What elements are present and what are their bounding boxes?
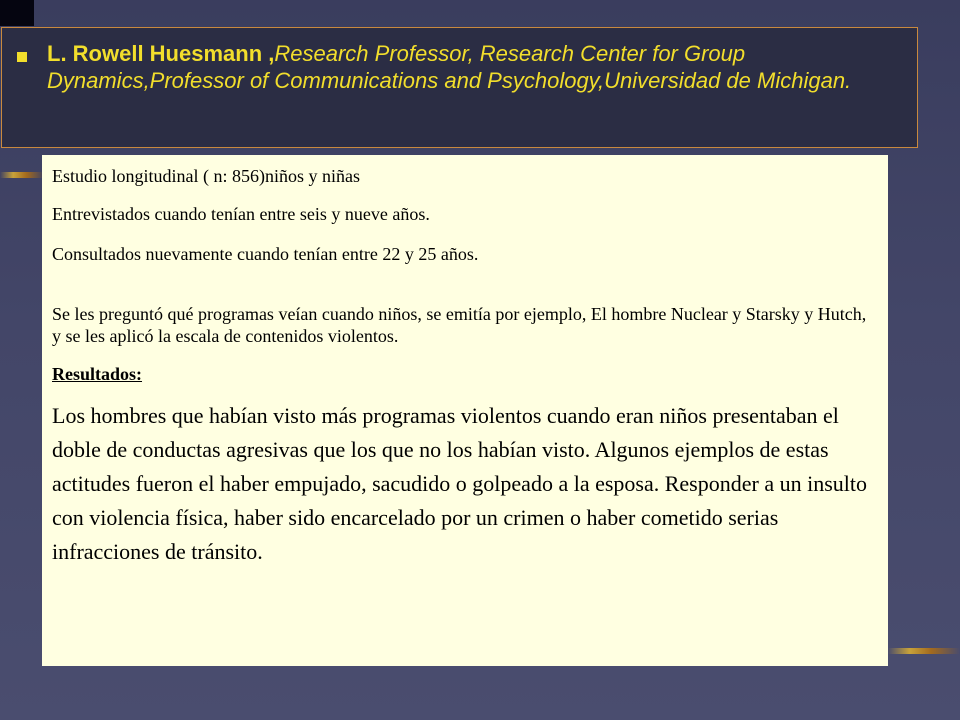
results-text: Los hombres que habían visto más programas violentos cuando eran niños presentaban el doble de conductas agresivas que los que no los habían visto. Algunos ejemplos de estas actitudes fueron el haber empujado, sacudido o golpeado a la esposa. Responder a un insulto con violencia física, haber sido encarcelado por un crimen o haber cometido serias infracciones de tránsito. xyxy=(52,403,867,564)
interview-age: Entrevistados cuando tenían entre seis y nueve años. xyxy=(52,204,430,224)
header-text xyxy=(47,40,907,94)
author-role: Research Professor, Research Center for Group Dynamics,Professor of Communications and Psychology,Universidad de Michigan. xyxy=(47,41,852,93)
accent-stripe-left xyxy=(0,172,44,178)
square-bullet-icon xyxy=(17,52,27,62)
header-box xyxy=(1,27,918,148)
method-description: Se les preguntó qué programas veían cuando niños, se emitía por ejemplo, El hombre Nuclear y Starsky y Hutch, y se les aplicó la escala de contenidos violentos. xyxy=(52,304,867,346)
followup-age: Consultados nuevamente cuando tenían entre 22 y 25 años. xyxy=(52,244,479,264)
study-description: Estudio longitudinal ( n: 856)niños y niñas xyxy=(52,166,360,186)
corner-decoration xyxy=(0,0,34,26)
author-name: L. Rowell Huesmann , xyxy=(47,41,275,66)
results-heading: Resultados: xyxy=(52,364,143,384)
content-box xyxy=(42,155,888,666)
accent-stripe-right xyxy=(888,648,960,654)
